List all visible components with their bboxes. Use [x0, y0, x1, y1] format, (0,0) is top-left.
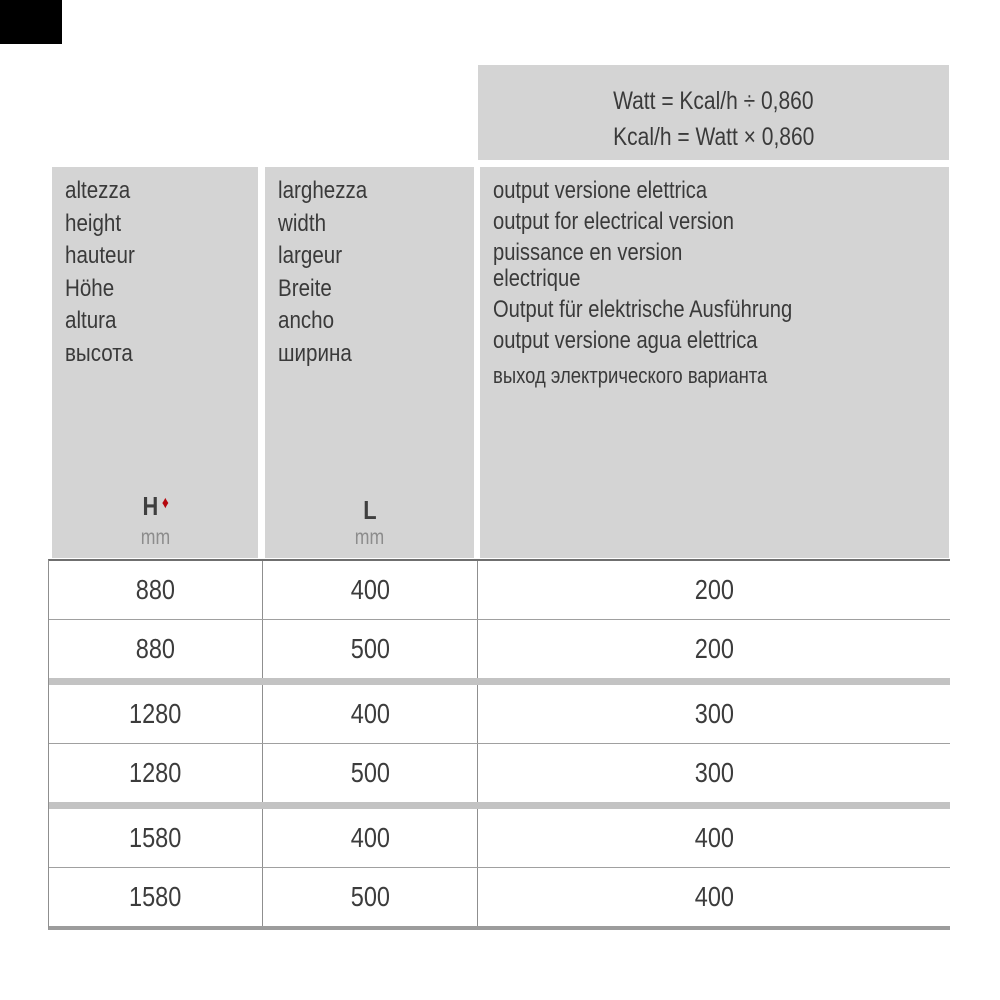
height-symbol-line — [52, 493, 258, 523]
group-separator — [49, 678, 950, 685]
width-symbol-line — [265, 497, 474, 523]
table-row — [49, 685, 950, 743]
table-cell: 1280 — [49, 744, 263, 802]
spec-table — [48, 559, 950, 930]
unit-mm: mm — [354, 526, 385, 549]
table-cell: 300 — [694, 698, 734, 729]
formula-text: Watt = Kcal/h ÷ 0,860 — [613, 87, 814, 115]
table-row — [49, 868, 950, 926]
header-label: высота — [65, 339, 133, 367]
header-label: Höhe — [65, 274, 115, 302]
red-diamond-icon: ♦ — [161, 493, 169, 512]
table-cell: 1280 — [49, 685, 263, 743]
table-cell: 400 — [263, 809, 478, 867]
group-separator — [49, 802, 950, 809]
header-label: output for electrical version — [493, 208, 734, 235]
header-label: altezza — [65, 177, 131, 204]
header-label: Output für elektrische Ausführung — [493, 296, 793, 323]
header-col-output — [480, 167, 949, 558]
height-symbol-block — [52, 493, 258, 550]
header-label: altura — [65, 307, 117, 334]
table-row — [49, 620, 950, 678]
table-cell: 1580 — [49, 809, 263, 867]
table-cell: 300 — [694, 757, 734, 788]
table-cell: 500 — [263, 744, 478, 802]
table-cell: 400 — [694, 881, 734, 912]
header-label: width — [278, 209, 327, 237]
table-row — [49, 561, 950, 619]
header-label: ширина — [278, 339, 352, 367]
header-label: puissance en version — [493, 239, 683, 266]
formula-text: Kcal/h = Watt × 0,860 — [612, 123, 815, 151]
header-label: larghezza — [278, 177, 368, 204]
table-cell: 200 — [694, 633, 734, 664]
header-label: height — [65, 209, 122, 237]
corner-black-bar — [0, 0, 62, 44]
header-col-height — [52, 167, 258, 558]
table-cell: 500 — [263, 868, 478, 926]
width-labels — [265, 167, 474, 370]
symbol-L: L — [362, 495, 377, 525]
table-cell: 1580 — [49, 868, 263, 926]
table-cell: 400 — [263, 561, 478, 619]
header-label: Breite — [278, 274, 332, 302]
height-labels — [52, 167, 258, 370]
symbol-H: H — [142, 491, 159, 521]
table-cell: 400 — [263, 685, 478, 743]
header-label: electrique — [493, 265, 581, 292]
formula-line-kcal — [594, 119, 834, 155]
width-symbol-block — [265, 497, 474, 550]
header-col-width — [265, 167, 474, 558]
formula-box — [478, 65, 949, 160]
header-label: ancho — [278, 307, 335, 334]
header-label: output versione elettrica — [493, 177, 708, 204]
formula-line-watt — [594, 83, 833, 119]
table-row — [49, 744, 950, 802]
header-label: largeur — [278, 242, 343, 269]
table-cell: 200 — [694, 574, 734, 605]
table-cell: 880 — [49, 620, 263, 678]
unit-mm: mm — [140, 526, 170, 549]
table-cell: 880 — [49, 561, 263, 619]
header-label: выход электрического варианта — [493, 363, 768, 388]
output-labels — [480, 167, 949, 391]
header-label: output versione agua elettrica — [493, 327, 758, 354]
table-row — [49, 809, 950, 867]
header-label: hauteur — [65, 242, 135, 269]
table-cell: 500 — [263, 620, 478, 678]
table-cell: 400 — [694, 822, 734, 853]
